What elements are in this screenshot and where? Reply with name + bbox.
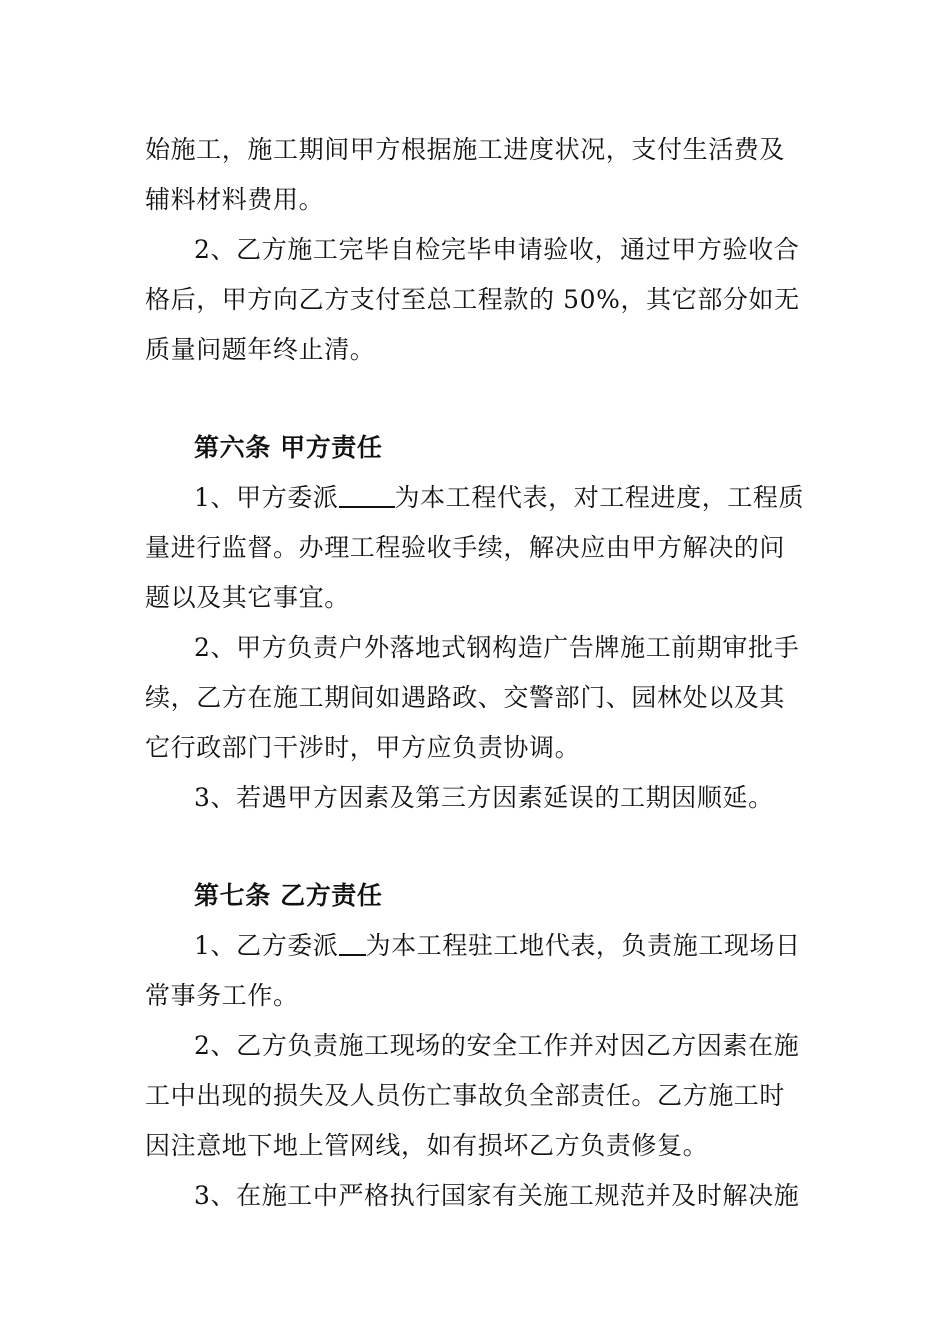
text-fragment: 为本工程驻工地代表，负责施工现场日 bbox=[365, 931, 801, 960]
text-line: 量进行监督。办理工程验收手续，解决应由甲方解决的问 bbox=[145, 533, 786, 562]
text-line: 辅料材料费用。 bbox=[145, 185, 325, 214]
text-line: 工中出现的损失及人员伤亡事故负全部责任。乙方施工时 bbox=[145, 1081, 786, 1110]
section-heading: 第七条 乙方责任 bbox=[194, 881, 383, 910]
text-line: 常事务工作。 bbox=[145, 981, 299, 1010]
text-line: 质量问题年终止清。 bbox=[145, 335, 376, 364]
text-line: 格后，甲方向乙方支付至总工程款的 50%，其它部分如无 bbox=[145, 285, 800, 314]
text-line: 因注意地下地上管网线，如有损坏乙方负责修复。 bbox=[145, 1131, 709, 1160]
text-line: 3、若遇甲方因素及第三方因素延误的工期因顺延。 bbox=[194, 783, 774, 812]
text-line bbox=[194, 929, 810, 963]
text-line: 续，乙方在施工期间如遇路政、交警部门、园林处以及其 bbox=[145, 683, 786, 712]
text-line: 2、乙方负责施工现场的安全工作并对因乙方因素在施 bbox=[194, 1031, 800, 1060]
text-fragment: 为本工程代表，对工程进度，工程质 bbox=[394, 483, 805, 512]
text-fragment: 1、乙方委派 bbox=[194, 931, 339, 960]
fill-in-blank bbox=[339, 930, 366, 956]
section-heading: 第六条 甲方责任 bbox=[194, 433, 383, 462]
text-line: 它行政部门干涉时，甲方应负责协调。 bbox=[145, 733, 581, 762]
fill-in-blank bbox=[339, 482, 395, 508]
text-fragment: 1、甲方委派 bbox=[194, 483, 339, 512]
text-line bbox=[194, 481, 810, 515]
text-line: 2、乙方施工完毕自检完毕申请验收，通过甲方验收合 bbox=[194, 235, 800, 264]
text-line: 3、在施工中严格执行国家有关施工规范并及时解决施 bbox=[194, 1181, 800, 1210]
text-line: 始施工，施工期间甲方根据施工进度状况，支付生活费及 bbox=[145, 135, 786, 164]
text-line: 2、甲方负责户外落地式钢构造广告牌施工前期审批手 bbox=[194, 633, 800, 662]
text-line: 题以及其它事宜。 bbox=[145, 583, 350, 612]
